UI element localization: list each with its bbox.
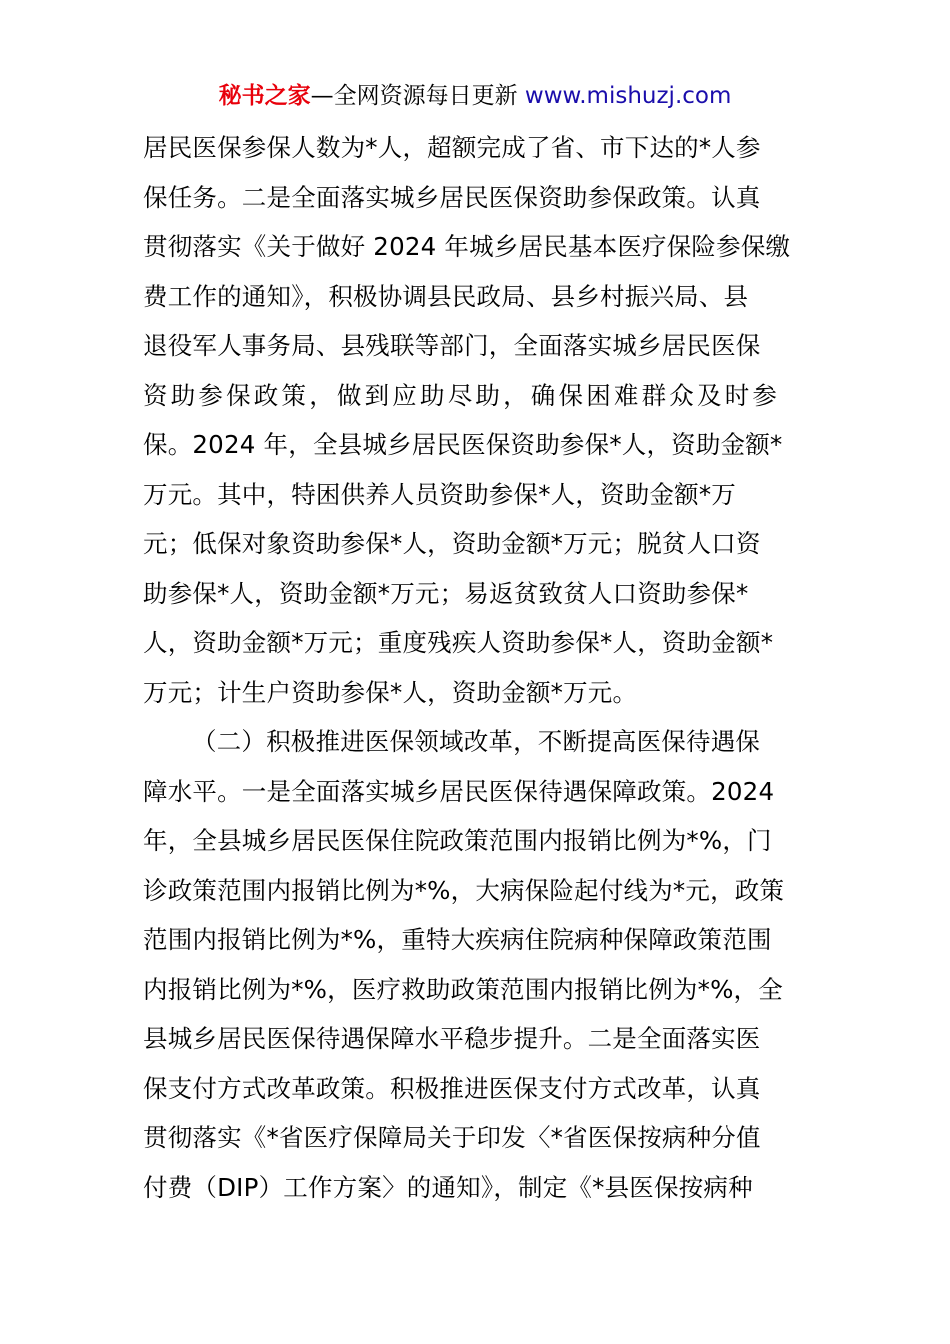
- section-heading-line: （二）积极推进医保领域改革，不断提高医保待遇保: [192, 727, 761, 756]
- text-line: 保支付方式改革政策。积极推进医保支付方式改革，认真: [143, 1073, 761, 1103]
- text-line: 人，资助金额*万元；重度残疾人资助参保*人，资助金额*: [143, 628, 774, 657]
- text-line: 元；低保对象资助参保*人，资助金额*万元；脱贫人口资: [143, 529, 761, 558]
- text-line: 诊政策范围内报销比例为*%，大病保险起付线为*元，政策: [143, 875, 785, 905]
- site-header: [0, 80, 950, 112]
- text-line: 资助参保政策，做到应助尽助，确保困难群众及时参: [143, 380, 781, 410]
- text-line: 万元。其中，特困供养人员资助参保*人，资助金额*万: [143, 479, 736, 509]
- text-line: 贯彻落实《关于做好 2024 年城乡居民基本医疗保险参保缴: [143, 232, 791, 261]
- site-url-link[interactable]: www.mishuzj.com: [524, 83, 732, 109]
- text-line: 费工作的通知》，积极协调县民政局、县乡村振兴局、县: [143, 281, 749, 311]
- text-line: 范围内报销比例为*%，重特大疾病住院病种保障政策范围: [143, 925, 772, 954]
- text-line: 保。2024 年，全县城乡居民医保资助参保*人，资助金额*: [143, 430, 783, 459]
- text-line: 付费（DIP）工作方案〉的通知》，制定《*县医保按病种: [143, 1172, 753, 1202]
- document-body: [143, 123, 813, 1212]
- text-line: 障水平。一是全面落实城乡居民医保待遇保障政策。2024: [143, 776, 775, 806]
- text-line: 年，全县城乡居民医保住院政策范围内报销比例为*%，门: [143, 826, 772, 855]
- text-line: 内报销比例为*%，医疗救助政策范围内报销比例为*%，全: [143, 974, 783, 1004]
- text-line: 助参保*人，资助金额*万元；易返贫致贫人口资助参保*: [143, 578, 749, 608]
- text-line: 保任务。二是全面落实城乡居民医保资助参保政策。认真: [143, 182, 761, 212]
- text-line: 居民医保参保人数为*人，超额完成了省、市下达的*人参: [143, 133, 761, 162]
- site-tagline: —全网资源每日更新: [310, 83, 525, 109]
- text-line: 县城乡居民医保待遇保障水平稳步提升。二是全面落实医: [143, 1024, 761, 1053]
- text-line: 退役军人事务局、县残联等部门，全面落实城乡居民医保: [143, 331, 761, 360]
- text-line: 万元；计生户资助参保*人，资助金额*万元。: [143, 677, 638, 707]
- text-line: 贯彻落实《*省医疗保障局关于印发〈*省医保按病种分值: [143, 1123, 761, 1152]
- site-brand: 秘书之家: [218, 83, 311, 109]
